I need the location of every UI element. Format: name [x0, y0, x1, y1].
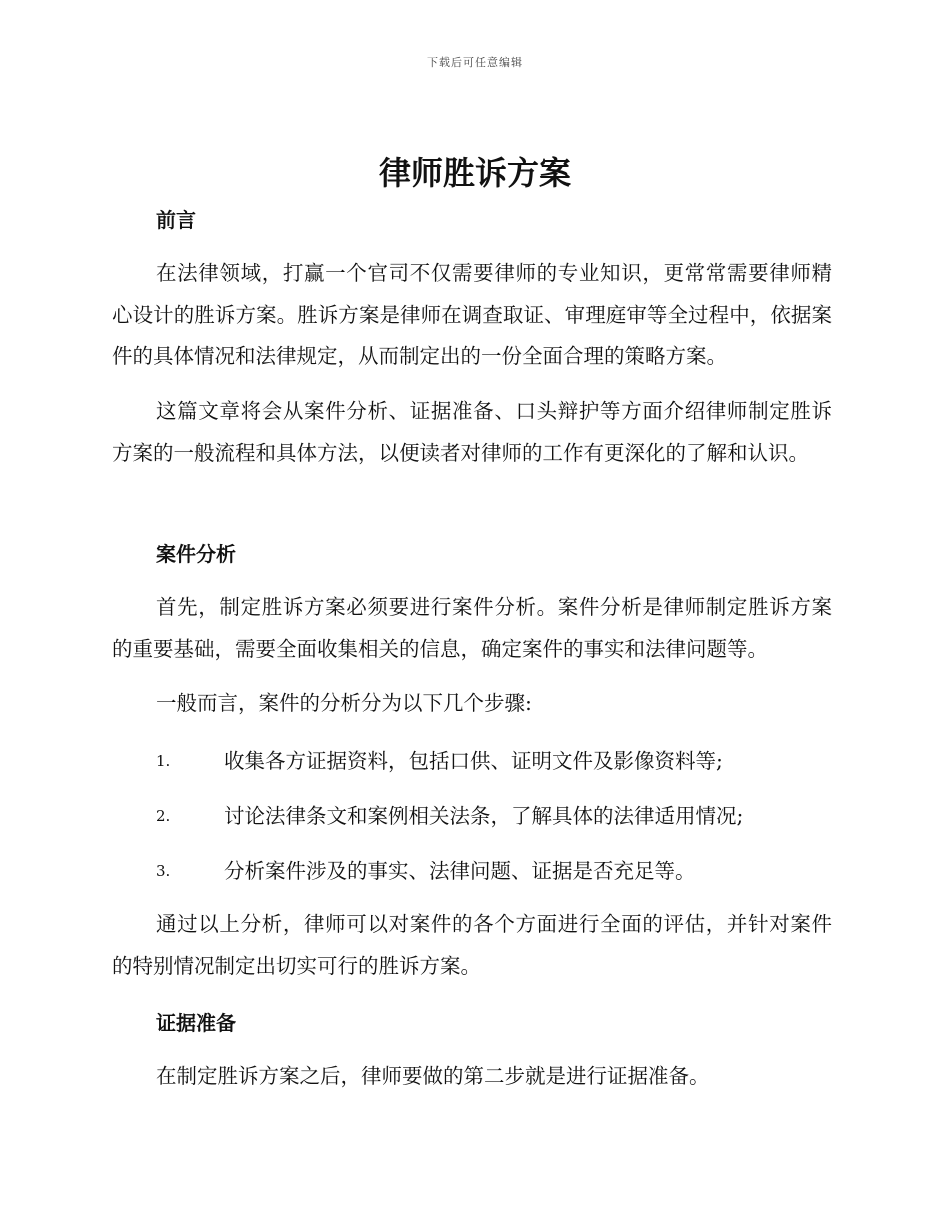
list-item-step-1 [156, 746, 846, 776]
list-item-step-3 [156, 856, 846, 886]
paragraph-case-analysis-1: 首先，制定胜诉方案必须要进行案件分析。案件分析是律师制定胜诉方案的重要基础，需要全面收集相关的信息，确定案件的事实和法律问题等。 [112, 595, 832, 661]
list-number: 1. [156, 752, 171, 770]
paragraph-case-analysis-conclusion: 通过以上分析，律师可以对案件的各个方面进行全面的评估，并针对案件的特别情况制定出切实可行的胜诉方案。 [112, 912, 832, 978]
list-text: 讨论法律条文和案例相关法条，了解具体的法律适用情况; [224, 804, 744, 828]
paragraph-case-analysis-2: 一般而言，案件的分析分为以下几个步骤: [156, 691, 532, 715]
list-text: 收集各方证据资料，包括口供、证明文件及影像资料等; [224, 749, 723, 773]
section-heading-evidence: 证据准备 [156, 1011, 236, 1035]
list-text: 分析案件涉及的事实、法律问题、证据是否充足等。 [224, 859, 696, 883]
section-heading-preface: 前言 [156, 208, 196, 232]
page-header-note: 下载后可任意编辑 [427, 56, 523, 69]
document-title: 律师胜诉方案 [378, 154, 571, 192]
paragraph-preface-2: 这篇文章将会从案件分析、证据准备、口头辩护等方面介绍律师制定胜诉方案的一般流程和具体方法，以便读者对律师的工作有更深化的了解和认识。 [112, 399, 832, 465]
list-item-step-2 [156, 801, 846, 831]
paragraph-preface-1: 在法律领域，打赢一个官司不仅需要律师的专业知识，更常常需要律师精心设计的胜诉方案。胜诉方案是律师在调查取证、审理庭审等全过程中，依据案件的具体情况和法律规定，从而制定出的一份全面合理的策略方案。 [112, 261, 832, 369]
list-number: 3. [156, 862, 171, 880]
list-number: 2. [156, 807, 171, 825]
section-heading-case-analysis: 案件分析 [156, 542, 236, 566]
paragraph-evidence-1: 在制定胜诉方案之后，律师要做的第二步就是进行证据准备。 [156, 1064, 710, 1088]
